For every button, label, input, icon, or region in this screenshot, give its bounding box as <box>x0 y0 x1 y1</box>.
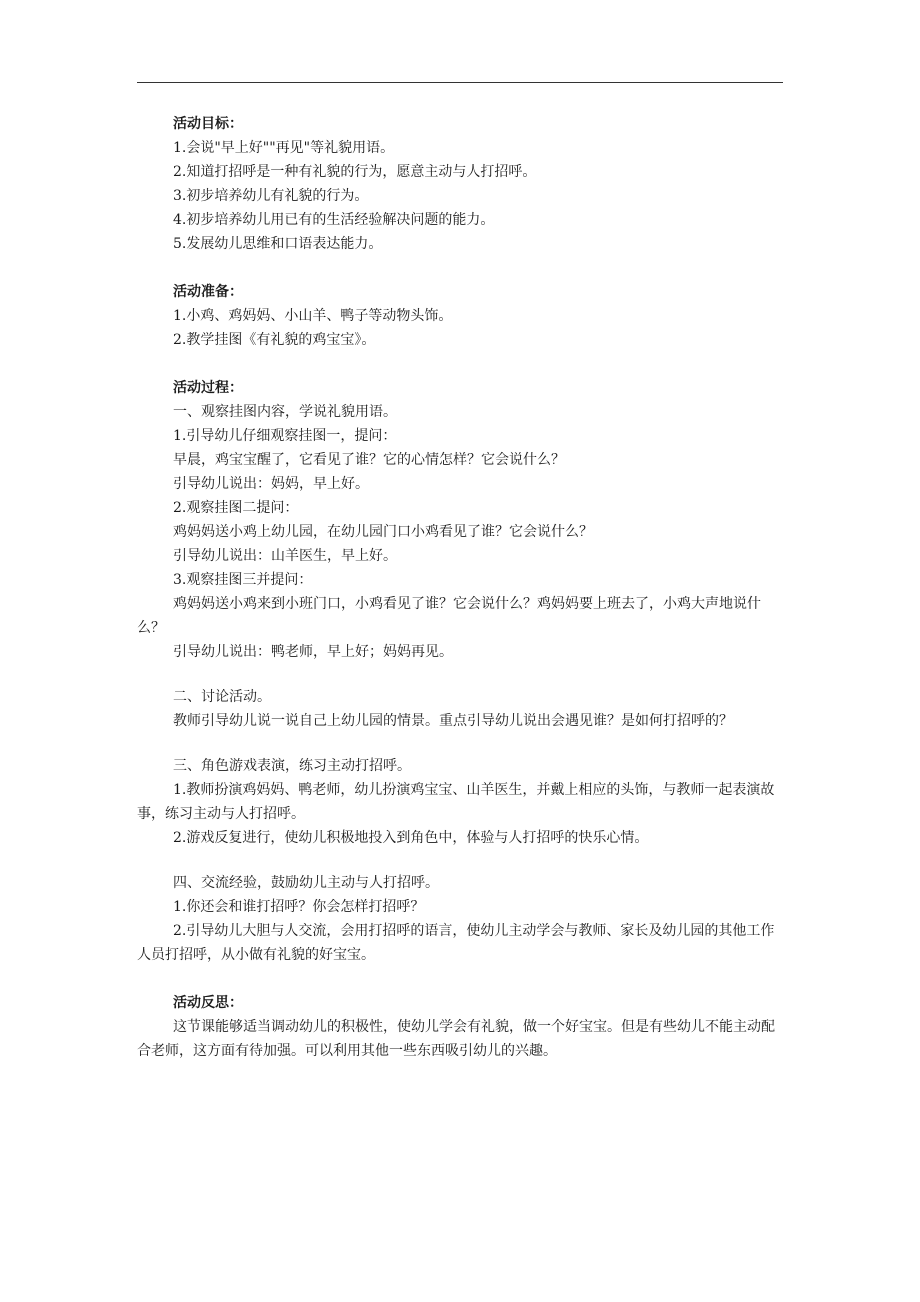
prep-item: 2.教学挂图《有礼貌的鸡宝宝》。 <box>173 332 376 348</box>
section-title: 二、讨论活动。 <box>173 689 271 705</box>
goal-item: 3.初步培养幼儿有礼貌的行为。 <box>173 188 369 204</box>
process-line: 引导幼儿说出：山羊医生，早上好。 <box>173 548 397 564</box>
header-rule <box>137 82 783 83</box>
process-paragraph: 引导幼儿说出：鸭老师，早上好；妈妈再见。 <box>173 644 453 660</box>
goal-item: 4.初步培养幼儿用已有的生活经验解决问题的能力。 <box>173 212 495 228</box>
process-paragraph: 鸡妈妈送小鸡来到小班门口，小鸡看见了谁？它会说什么？鸡妈妈要上班去了，小鸡大声地说什么？ <box>137 596 761 636</box>
reflection-paragraph: 这节课能够适当调动幼儿的积极性，使幼儿学会有礼貌，做一个好宝宝。但是有些幼儿不能主动配合老师，这方面有待加强。可以利用其他一些东西吸引幼儿的兴趣。 <box>137 1019 775 1059</box>
process-line: 鸡妈妈送小鸡上幼儿园，在幼儿园门口小鸡看见了谁？它会说什么？ <box>173 524 593 540</box>
goals-heading: 活动目标： <box>173 116 243 132</box>
process-line: 2.观察挂图二提问： <box>173 500 299 516</box>
process-line: 3.观察挂图三并提问： <box>173 572 313 588</box>
section-title: 四、交流经验，鼓励幼儿主动与人打招呼。 <box>173 875 439 891</box>
document-body <box>137 112 785 1063</box>
prep-item: 1.小鸡、鸡妈妈、小山羊、鸭子等动物头饰。 <box>173 308 453 324</box>
process-line: 引导幼儿说出：妈妈，早上好。 <box>173 476 369 492</box>
process-paragraph: 1.教师扮演鸡妈妈、鸭老师，幼儿扮演鸡宝宝、山羊医生，并戴上相应的头饰，与教师一起表演故事，练习主动与人打招呼。 <box>137 782 775 822</box>
process-paragraph: 教师引导幼儿说一说自己上幼儿园的情景。重点引导幼儿说出会遇见谁？是如何打招呼的？ <box>173 713 733 729</box>
prep-heading: 活动准备： <box>173 284 243 300</box>
goal-item: 5.发展幼儿思维和口语表达能力。 <box>173 236 383 252</box>
process-heading: 活动过程： <box>173 380 243 396</box>
process-paragraph: 1.你还会和谁打招呼？你会怎样打招呼？ <box>173 899 425 915</box>
section-title: 三、角色游戏表演，练习主动打招呼。 <box>173 758 411 774</box>
reflection-heading: 活动反思： <box>173 995 243 1011</box>
process-line: 早晨，鸡宝宝醒了，它看见了谁？它的心情怎样？它会说什么？ <box>173 452 565 468</box>
process-paragraph: 2.引导幼儿大胆与人交流，会用打招呼的语言，使幼儿主动学会与教师、家长及幼儿园的其他工作人员打招呼，从小做有礼貌的好宝宝。 <box>137 923 775 963</box>
process-paragraph: 2.游戏反复进行，使幼儿积极地投入到角色中，体验与人打招呼的快乐心情。 <box>173 830 649 846</box>
section-title: 一、观察挂图内容，学说礼貌用语。 <box>173 404 397 420</box>
goal-item: 1.会说"早上好""再见"等礼貌用语。 <box>173 140 395 156</box>
goal-item: 2.知道打招呼是一种有礼貌的行为，愿意主动与人打招呼。 <box>173 164 537 180</box>
process-line: 1.引导幼儿仔细观察挂图一，提问： <box>173 428 397 444</box>
